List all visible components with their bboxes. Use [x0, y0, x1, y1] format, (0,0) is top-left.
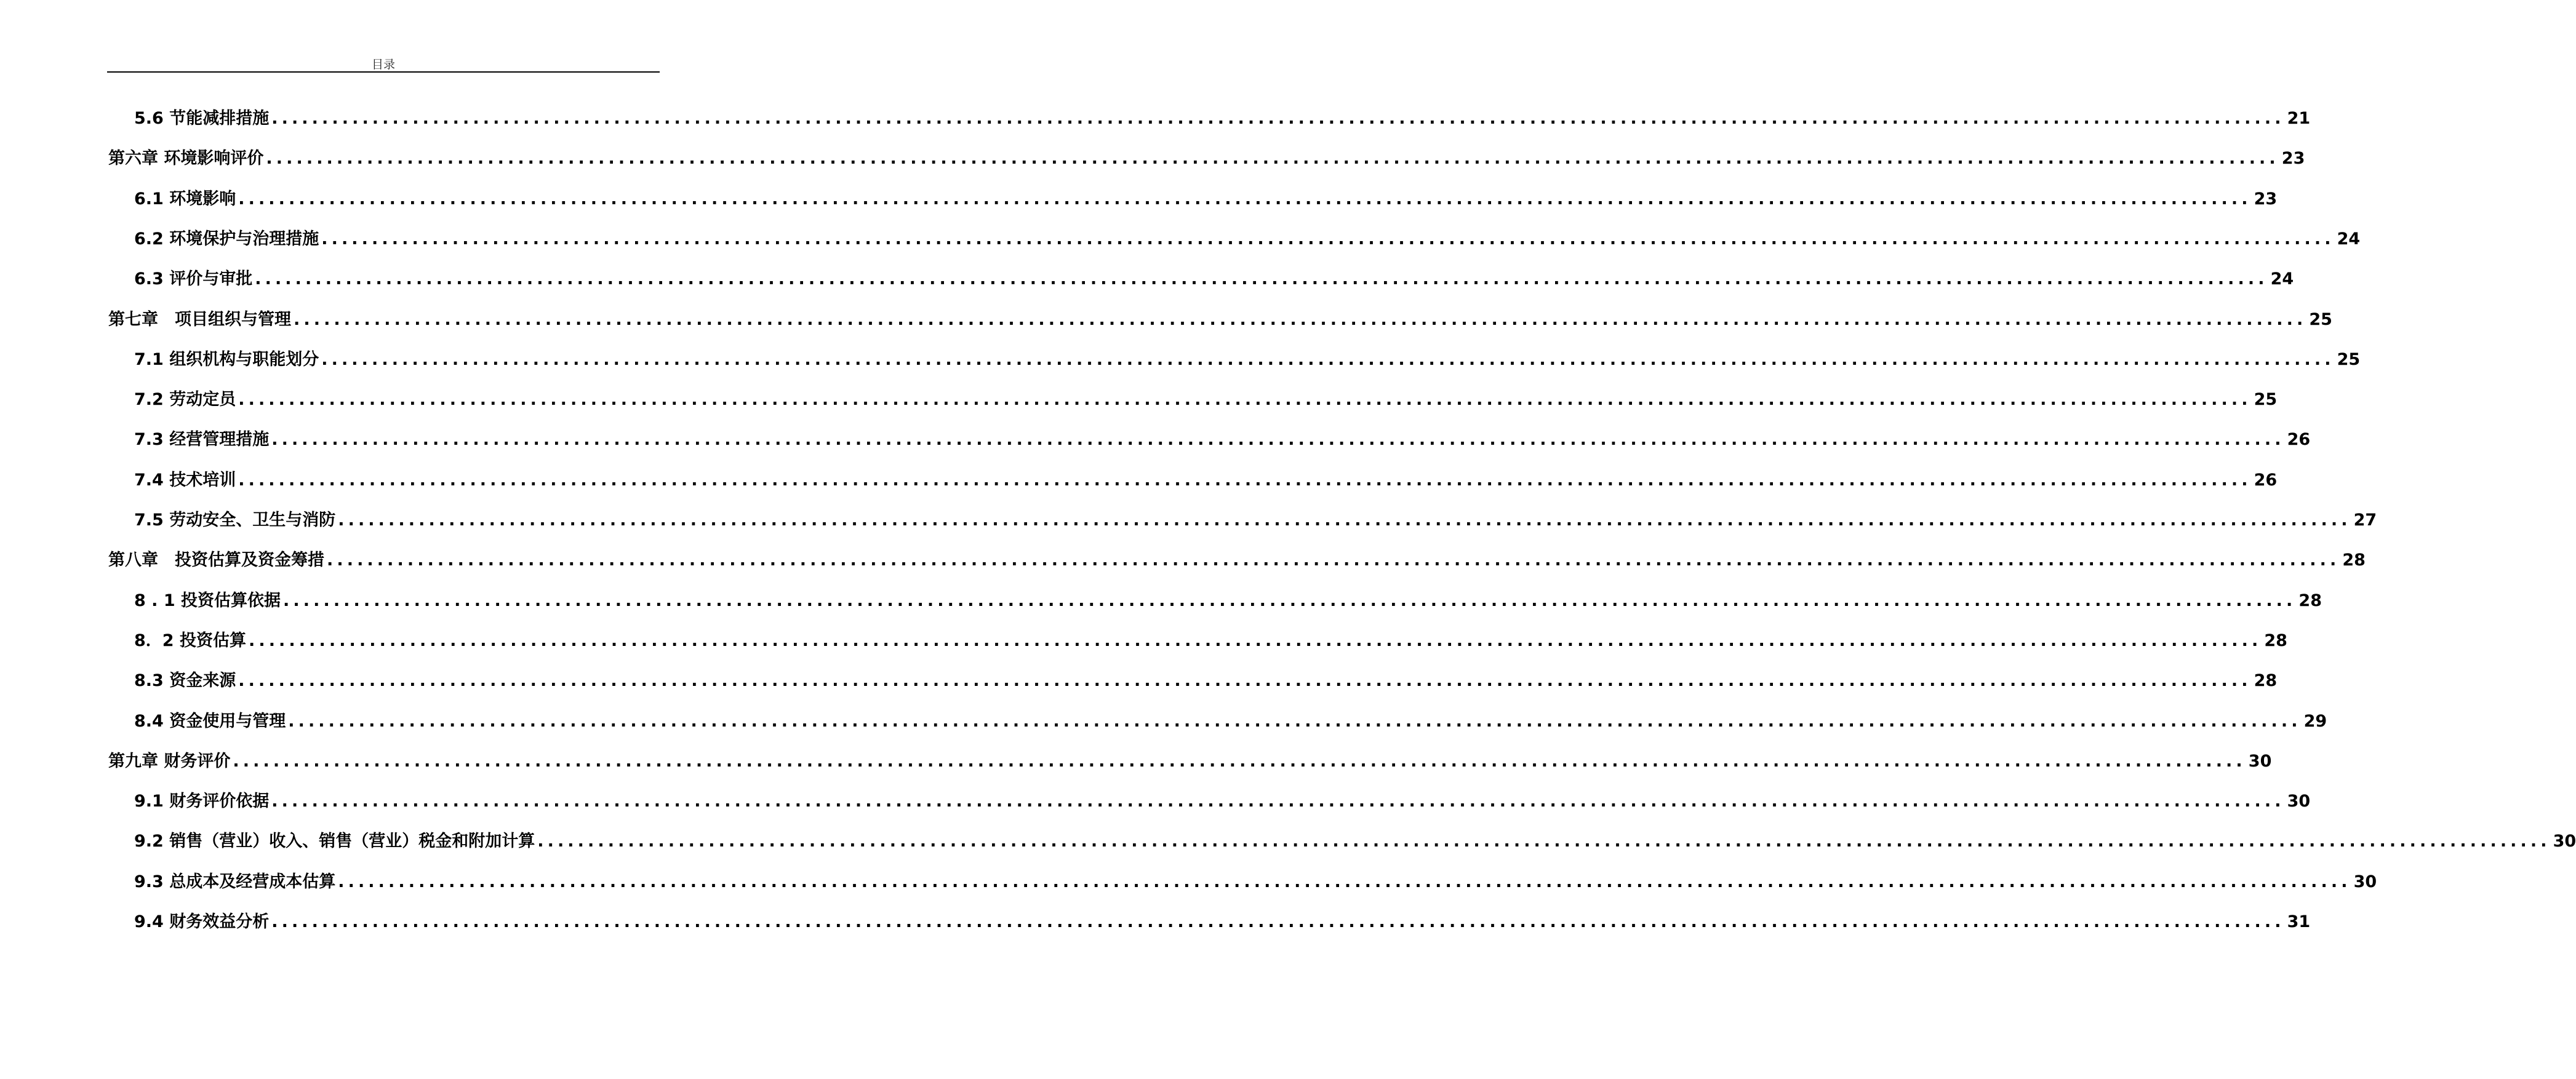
toc-entry-page-number: 30 [2353, 872, 2377, 891]
toc-entry-label: 第七章 项目组织与管理 [108, 310, 291, 329]
toc-entry-label: 第六章 环境影响评价 [108, 149, 264, 168]
toc-entry-label: 9.2 销售（营业）收入、销售（营业）税金和附加计算 [134, 832, 535, 851]
toc-entry-page-number: 25 [2309, 310, 2332, 329]
toc-dot-leader: ........................................................................................................................................................................................................ [266, 149, 2279, 168]
toc-dot-leader: ........................................................................................................................................................................................................ [238, 189, 2252, 209]
toc-entry-page-number: 25 [2254, 390, 2278, 409]
toc-entry-page-number: 25 [2337, 350, 2361, 369]
toc-entry-label: 6.3 评价与审批 [134, 269, 253, 289]
toc-entry[interactable] [134, 386, 2278, 410]
toc-entry[interactable] [134, 707, 2327, 732]
toc-entry-label: 第八章 投资估算及资金筹措 [108, 551, 324, 570]
toc-entry-page-number: 30 [2287, 792, 2311, 811]
toc-dot-leader: ........................................................................................................................................................................................................ [238, 471, 2252, 490]
toc-entry-label: 6.1 环境影响 [134, 189, 236, 209]
toc-entry[interactable] [134, 787, 2311, 812]
toc-dot-leader: ........................................................................................................................................................................................................ [338, 511, 2351, 530]
toc-entry-label: 9.1 财务评价依据 [134, 792, 270, 811]
toc-entry-label: 8.3 资金来源 [134, 671, 236, 690]
toc-entry-label: 6.2 环境保护与治理措施 [134, 229, 319, 249]
toc-entry-label: 8．2 投资估算 [134, 631, 246, 650]
toc-entry-page-number: 24 [2337, 229, 2361, 249]
toc-entry[interactable] [134, 587, 2322, 611]
toc-entry-label: 9.4 财务效益分析 [134, 912, 270, 931]
toc-entry-label: 7.2 劳动定员 [134, 390, 236, 409]
toc-entry-page-number: 30 [2553, 832, 2576, 851]
toc-entry-page-number: 24 [2270, 269, 2294, 289]
toc-entry-page-number: 28 [2264, 631, 2287, 650]
toc-entry-page-number: 26 [2287, 430, 2311, 449]
toc-entry-label: 7.1 组织机构与职能划分 [134, 350, 319, 369]
toc-dot-leader: ........................................................................................................................................................................................................ [321, 229, 2335, 249]
toc-dot-leader: ........................................................................................................................................................................................................ [238, 390, 2252, 409]
toc-entry-label: 8.4 资金使用与管理 [134, 712, 286, 731]
toc-entry-page-number: 28 [2342, 551, 2366, 570]
toc-entry-page-number: 26 [2254, 471, 2278, 490]
toc-entry[interactable] [108, 306, 2332, 330]
toc-entry[interactable] [108, 546, 2366, 571]
toc-entry[interactable] [134, 667, 2278, 691]
toc-dot-leader: ........................................................................................................................................................................................................ [283, 591, 2297, 610]
toc-dot-leader: ........................................................................................................................................................................................................ [327, 551, 2340, 570]
toc-entry[interactable] [134, 908, 2311, 933]
toc-entry-label: 5.6 节能减排措施 [134, 109, 270, 128]
toc-dot-leader: ........................................................................................................................................................................................................ [338, 872, 2351, 891]
toc-dot-leader: ........................................................................................................................................................................................................ [248, 631, 2262, 650]
toc-entry-label: 9.3 总成本及经营成本估算 [134, 872, 336, 891]
toc-entry-page-number: 27 [2353, 511, 2377, 530]
toc-entry-label: 第九章 财务评价 [108, 752, 231, 771]
toc-entry[interactable] [134, 627, 2287, 651]
toc-entry[interactable] [134, 868, 2377, 893]
toc-entry-page-number: 21 [2287, 109, 2311, 128]
toc-entry-label: 8 . 1 投资估算依据 [134, 591, 281, 610]
toc-entry[interactable] [134, 346, 2361, 370]
toc-entry[interactable] [134, 185, 2278, 210]
toc-dot-leader: ........................................................................................................................................................................................................ [537, 832, 2551, 851]
toc-dot-leader: ........................................................................................................................................................................................................ [288, 712, 2302, 731]
toc-entry-label: 7.3 经营管理措施 [134, 430, 270, 449]
toc-entry-page-number: 28 [2254, 671, 2278, 690]
toc-entry-page-number: 29 [2303, 712, 2327, 731]
toc-entry[interactable] [134, 426, 2311, 450]
toc-entry[interactable] [108, 145, 2305, 169]
toc-entry-page-number: 31 [2287, 912, 2311, 931]
toc-entry-page-number: 30 [2248, 752, 2272, 771]
toc-entry-page-number: 23 [2254, 189, 2278, 209]
toc-dot-leader: ........................................................................................................................................................................................................ [294, 310, 2307, 329]
toc-entry[interactable] [134, 265, 2294, 290]
toc-entry[interactable] [134, 466, 2278, 491]
toc-dot-leader: ........................................................................................................................................................................................................ [271, 792, 2285, 811]
toc-entry[interactable] [134, 827, 2576, 852]
toc-dot-leader: ........................................................................................................................................................................................................ [255, 269, 2268, 289]
toc-dot-leader: ........................................................................................................................................................................................................ [271, 109, 2285, 128]
toc-entry-label: 7.4 技术培训 [134, 471, 236, 490]
toc-entry-label: 7.5 劳动安全、卫生与消防 [134, 511, 336, 530]
toc-entry[interactable] [134, 506, 2377, 531]
toc-entry-page-number: 28 [2298, 591, 2322, 610]
toc-entry[interactable] [134, 105, 2311, 129]
toc-dot-leader: ........................................................................................................................................................................................................ [321, 350, 2335, 369]
toc-dot-leader: ........................................................................................................................................................................................................ [271, 912, 2285, 931]
toc-dot-leader: ........................................................................................................................................................................................................ [233, 752, 2246, 771]
toc-dot-leader: ........................................................................................................................................................................................................ [271, 430, 2285, 449]
toc-dot-leader: ........................................................................................................................................................................................................ [238, 671, 2252, 690]
header-title: 目录 [371, 58, 395, 71]
toc-entry[interactable] [134, 225, 2361, 250]
toc-entry-page-number: 23 [2281, 149, 2305, 168]
toc-entry[interactable] [108, 747, 2272, 772]
